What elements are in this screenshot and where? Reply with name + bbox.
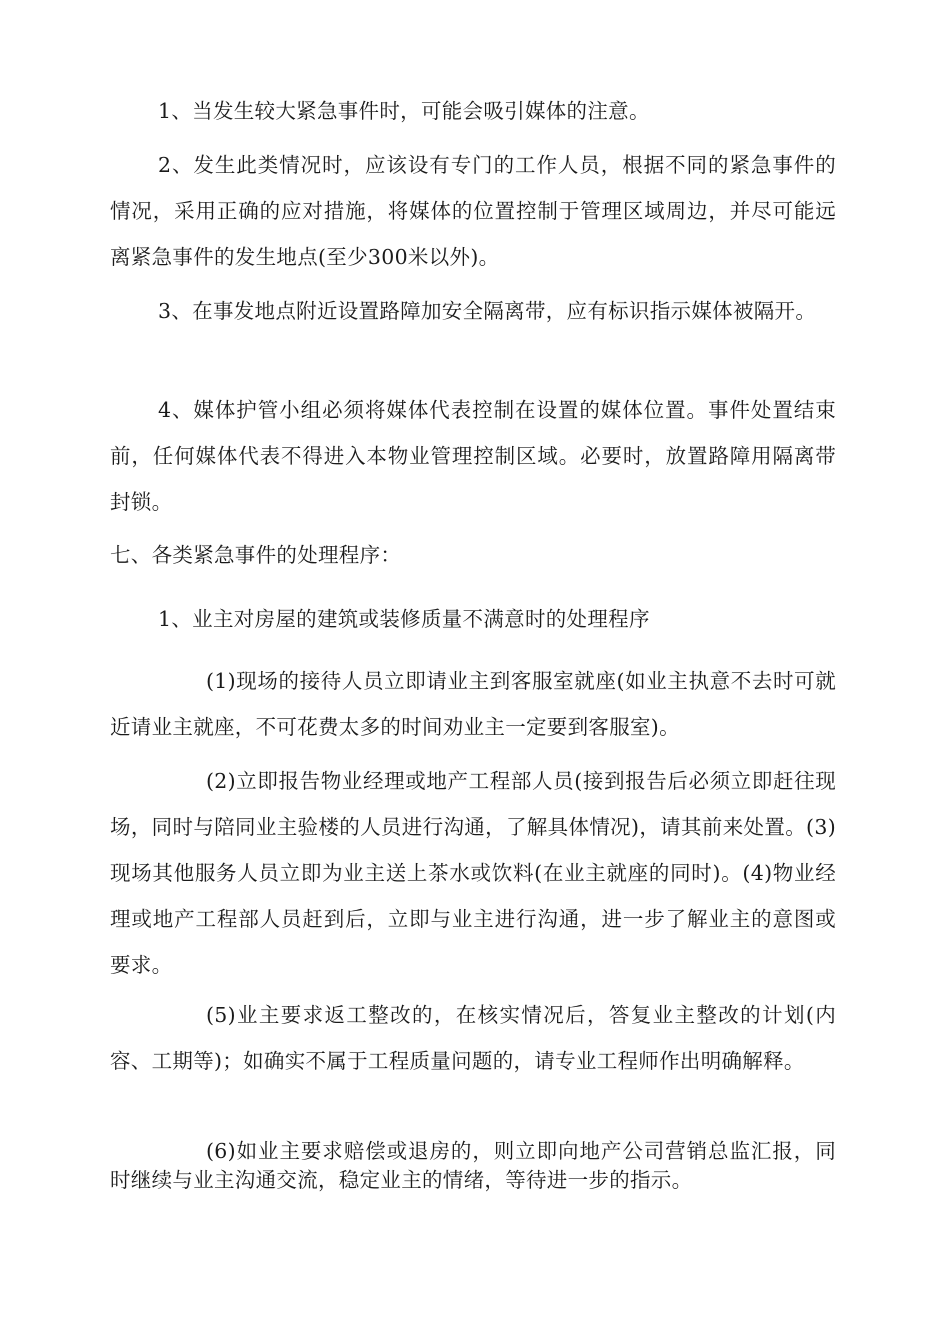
paragraph-media-control: 4、媒体护管小组必须将媒体代表控制在设置的媒体位置。事件处置结束前，任何媒体代表不得进入本物业管理控制区域。必要时，放置路障用隔离带封锁。 [110, 398, 836, 514]
list-item-number: (2) [206, 769, 236, 793]
list-item-number: (1) [206, 669, 236, 693]
list-item-text: 如业主要求赔偿或退房的，则立即向地产公司营销总监汇报，同时继续与业主沟通交流，稳定业主的情绪，等待进一步的指示。 [110, 1139, 836, 1192]
list-item-1 [110, 658, 836, 750]
list-item-text: 业主要求返工整改的，在核实情况后，答复业主整改的计划(内容、工期等)；如确实不属于工程质量问题的，请专业工程师作出明确解释。 [110, 1003, 836, 1073]
paragraph-roadblock: 3、在事发地点附近设置路障加安全隔离带，应有标识指示媒体被隔开。 [158, 299, 817, 323]
list-item-number: (6) [206, 1139, 236, 1163]
section-heading-procedures: 七、各类紧急事件的处理程序： [110, 543, 402, 567]
paragraph-media-attention: 1、当发生较大紧急事件时，可能会吸引媒体的注意。 [158, 99, 650, 123]
subheading-quality-complaint: 1、业主对房屋的建筑或装修质量不满意时的处理程序 [158, 607, 650, 631]
list-item-text: 现场的接待人员立即请业主到客服室就座(如业主执意不去时可就近请业主就座，不可花费太多的时间劝业主一定要到客服室)。 [110, 669, 836, 739]
list-item-5 [110, 992, 836, 1084]
list-item-2 [110, 758, 836, 988]
list-item-text: 立即报告物业经理或地产工程部人员(接到报告后必须立即赶往现场，同时与陪同业主验楼的人员进行沟通，了解具体情况)，请其前来处置。(3)现场其他服务人员立即为业主送上茶水或饮料(在业主就座的同时)。(4)物业经理或地产工程部人员赶到后，立即与业主进行沟通，进一步了解业主的意图或要求。 [110, 769, 836, 977]
list-item-6 [110, 1137, 836, 1195]
paragraph-media-staff: 2、发生此类情况时，应该设有专门的工作人员，根据不同的紧急事件的情况，采用正确的应对措施，将媒体的位置控制于管理区域周边，并尽可能远离紧急事件的发生地点(至少300米以外)。 [110, 153, 836, 269]
list-item-number: (5) [206, 1003, 236, 1027]
